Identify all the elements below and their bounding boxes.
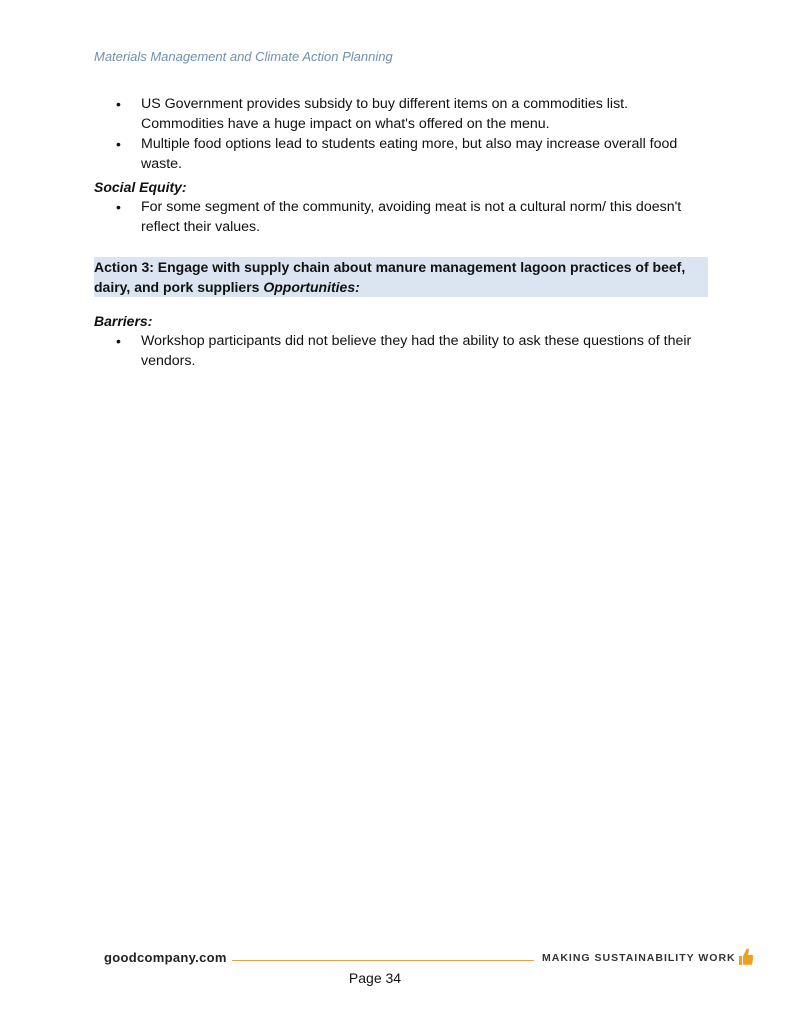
bullet-icon: • [116,136,121,152]
footer-tagline: MAKING SUSTAINABILITY WORK [542,952,736,964]
thumbs-up-icon [737,947,754,971]
barriers-bullet-list [94,331,708,371]
bullet-icon: • [116,333,121,349]
bullet-icon: • [116,199,121,215]
action-3-heading [94,257,708,297]
continuation-bullet-list [94,94,708,174]
page-content [94,94,708,371]
social-equity-bullet-list [94,197,708,237]
bullet-icon: • [116,96,121,112]
social-equity-heading: Social Equity: [94,179,187,195]
running-header: Materials Management and Climate Action Planning [94,49,393,64]
footer-website: goodcompany.com [104,950,227,965]
barriers-heading: Barriers: [94,313,153,329]
page-number: Page 34 [348,970,402,986]
footer-divider [232,960,534,961]
list-item: • Workshop participants did not believe they had the ability to ask these questions of their vendors. [116,333,692,369]
action-3-title: Action 3: Engage with supply chain about manure management lagoon practices of beef, dairy, and pork suppliers [94,259,686,295]
page-footer [104,946,754,970]
list-item: • Multiple food options lead to students eating more, but also may increase overall food waste. [116,136,678,172]
list-item: • US Government provides subsidy to buy different items on a commodities list. Commodities have a huge impact on what's offered on the menu. [116,96,629,132]
list-item: • For some segment of the community, avoiding meat is not a cultural norm/ this doesn't reflect their values. [116,199,682,235]
opportunities-label: Opportunities: [263,279,360,295]
